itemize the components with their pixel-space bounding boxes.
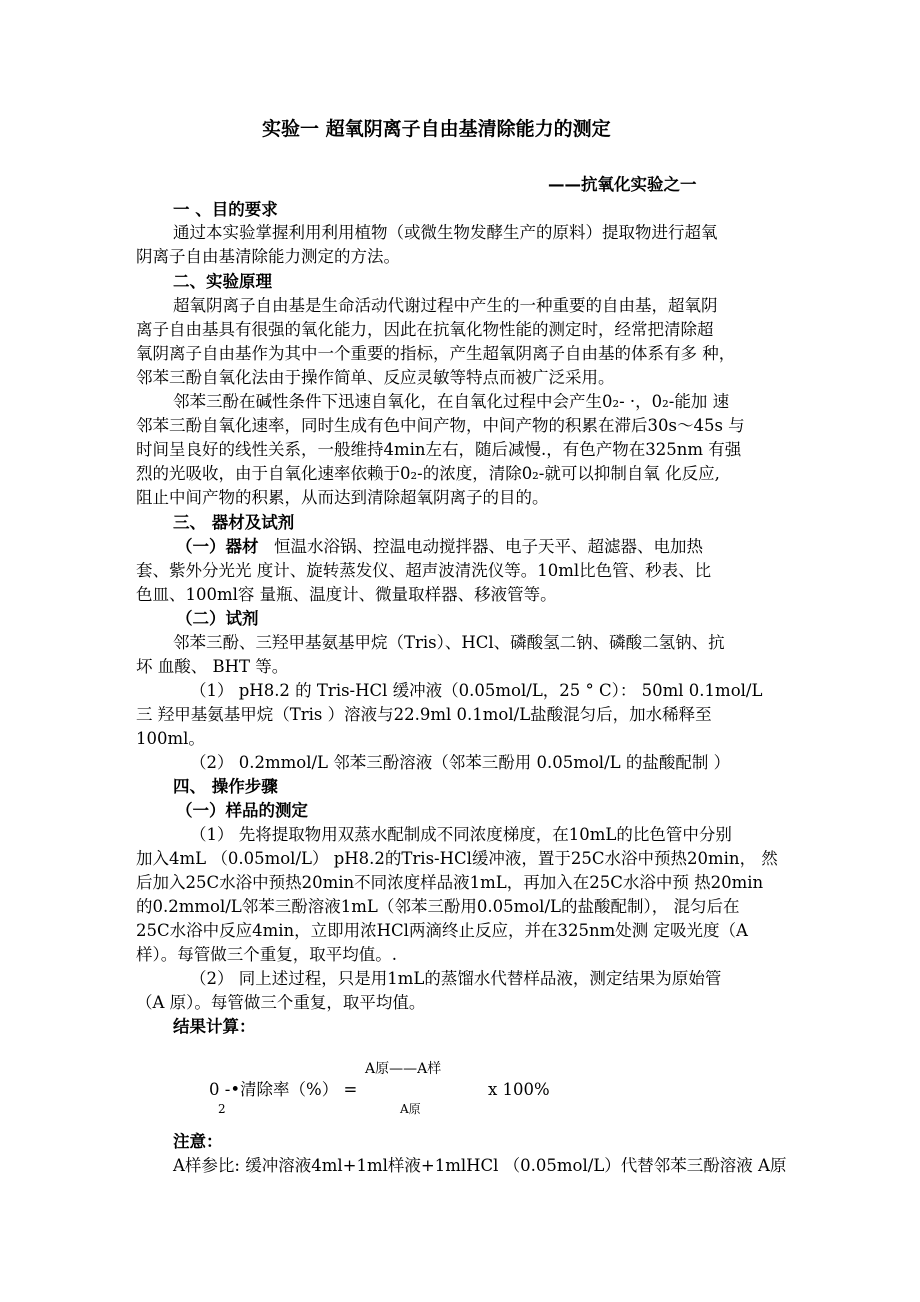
text-line: 时间呈良好的线性关系，一般维持4min左右，随后减慢.，有色产物在325nm 有强 <box>136 440 742 459</box>
note-label: 注意： <box>173 1132 223 1151</box>
reagent-label: （二）试剂 <box>176 609 259 628</box>
formula-numerator: A原——A样 <box>365 1061 442 1077</box>
text-line: 烈的光吸收，由于自氧化速率依赖于0₂-的浓度，清除0₂-就可以抑制自氧 化反应, <box>136 464 720 483</box>
formula-lhs: 0 ‑•清除率（%） = <box>209 1080 358 1099</box>
text-line: 后加入25C水浴中预热20min不同浓度样品液1mL，再加入在25C水浴中预 热20min <box>136 873 764 892</box>
text-line: 色皿、100ml容 量瓶、温度计、微量取样器、移液管等。 <box>136 585 557 604</box>
text-line: 三 羟甲基氨基甲烷（Tris ）溶液与22.9ml 0.1mol/L盐酸混匀后，加水稀释至 <box>136 705 712 724</box>
page-title: 实验一 超氧阴离子自由基清除能力的测定 <box>262 118 611 140</box>
text-line: 样）。每管做三个重复，取平均值。. <box>136 945 397 964</box>
text-line: （1） 先将提取物用双蒸水配制成不同浓度梯度，在10mL的比色管中分别 <box>190 825 732 844</box>
text-line: 25C水浴中反应4min，立即用浓HCl两滴终止反应，并在325nm处测 定吸光度（A <box>136 921 748 940</box>
text-line: （2） 0.2mmol/L 邻苯三酚溶液（邻苯三酚用 0.05mol/L 的盐酸配制 ） <box>190 753 731 772</box>
text-line: （A 原）。每管做三个重复，取平均值。 <box>136 993 426 1012</box>
text-line: 邻苯三酚自氧化法由于操作简单、反应灵敏等特点而被广泛采用。 <box>136 368 615 387</box>
formula-rhs: x 100% <box>488 1080 550 1099</box>
formula-denominator: A原 <box>400 1102 421 1116</box>
result-calc-label: 结果计算： <box>173 1017 256 1036</box>
text-line: 通过本实验掌握利用利用植物（或微生物发酵生产的原料）提取物进行超氧 <box>173 223 718 242</box>
text-line: 邻苯三酚自氧化速率，同时生成有色中间产物，中间产物的积累在滞后30s～45s 与 <box>136 416 745 435</box>
text-line: 阴离子自由基清除能力测定的方法。 <box>136 247 400 266</box>
text-line: 100ml。 <box>136 729 205 748</box>
text-line: 离子自由基具有很强的氧化能力，因此在抗氧化物性能的测定时，经常把清除超 <box>136 320 714 339</box>
text-line: 的0.2mmol/L邻苯三酚溶液1mL（邻苯三酚用0.05mol/L的盐酸配制）， 混匀后在 <box>136 897 740 916</box>
formula-subscript: 2 <box>218 1102 226 1116</box>
text-line: 阻止中间产物的积累，从而达到清除超氧阴离子的目的。 <box>136 488 549 507</box>
section-3-heading: 三、 器材及试剂 <box>173 513 295 532</box>
section-4-heading: 四、 操作步骤 <box>173 777 278 796</box>
text-line: （1） pH8.2 的 Tris-HCl 缓冲液（0.05mol/L，25 ° C）： 50ml 0.1mol/L <box>190 681 763 700</box>
text-line: 坏 血酸、 BHT 等。 <box>136 657 289 676</box>
section-2-heading: 二、实验原理 <box>173 272 272 291</box>
equipment-label: （一）器材 <box>176 537 259 556</box>
text-line: 恒温水浴锅、控温电动搅拌器、电子天平、超滤器、电加热 <box>274 537 703 556</box>
subsection-sample-heading: （一）样品的测定 <box>176 801 308 820</box>
text-line: 邻苯三酚、三羟甲基氨基甲烷（Tris）、HCl、磷酸氢二钠、磷酸二氢钠、抗 <box>173 633 725 652</box>
text-line: （2） 同上述过程，只是用1mL的蒸馏水代替样品液，测定结果为原始管 <box>190 969 722 988</box>
page-subtitle: ——抗氧化实验之一 <box>548 175 697 194</box>
text-line: 套、紫外分光光 度计、旋转蒸发仪、超声波清洗仪等。10ml比色管、秒表、比 <box>136 561 712 580</box>
note-line: A样参比: 缓冲溶液4ml+1ml样液+1mlHCl （0.05mol/L）代替邻苯三酚溶液 A原 <box>173 1156 787 1175</box>
section-1-heading: 一 、目的要求 <box>173 200 278 219</box>
text-line: 邻苯三酚在碱性条件下迅速自氧化，在自氧化过程中会产生0₂‑ ·，0₂-能加 速 <box>173 392 730 411</box>
text-line: 加入4mL （0.05mol/L） pH8.2的Tris-HCl缓冲液，置于25C水浴中预热20min， 然 <box>136 849 778 868</box>
text-line: 超氧阴离子自由基是生命活动代谢过程中产生的一种重要的自由基，超氧阴 <box>173 296 718 315</box>
text-line: 氧阴离子自由基作为其中一个重要的指标，产生超氧阴离子自由基的体系有多 种， <box>136 344 736 363</box>
